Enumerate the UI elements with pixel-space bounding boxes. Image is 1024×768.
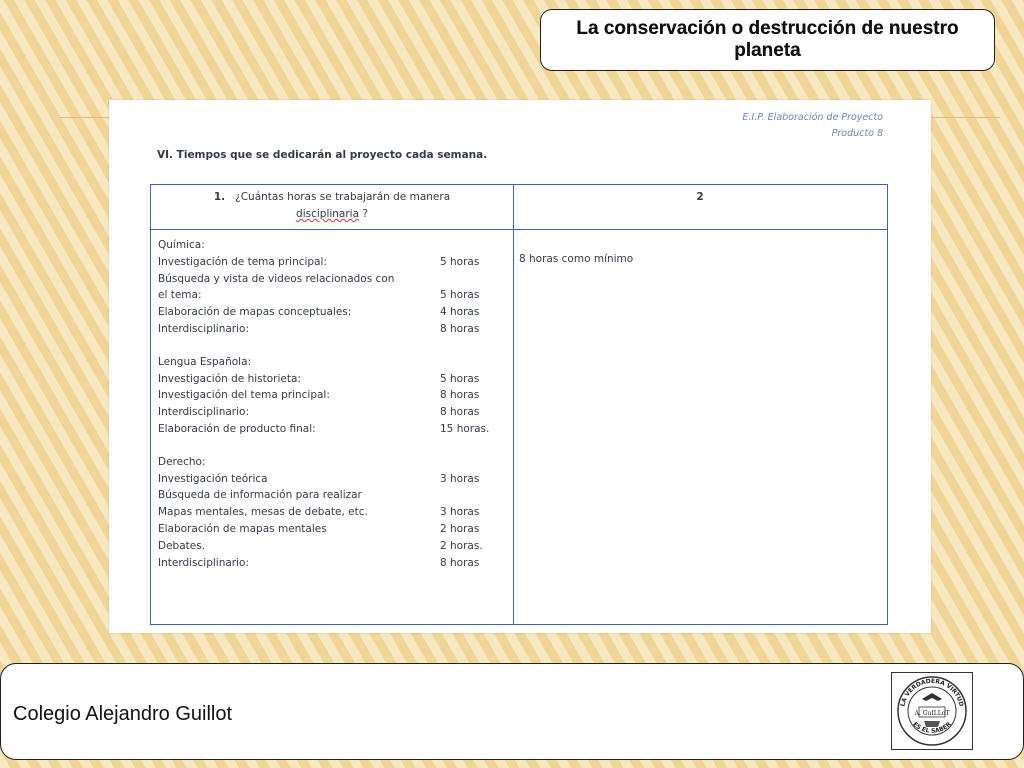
table-row — [158, 538, 508, 555]
logo-text-top: LA VERDADERA VIRTUD — [899, 677, 965, 708]
row-label: Investigación de tema principal: — [158, 255, 327, 268]
row-value: 3 horas — [440, 472, 480, 485]
slide-title — [540, 9, 995, 71]
row-label: Debates. — [158, 539, 206, 552]
row-value: 8 horas — [440, 406, 480, 419]
table-row — [158, 404, 508, 421]
logo-text-center: A. GuILLoT — [914, 710, 950, 717]
table-header-column-2: 2 — [696, 191, 704, 203]
row-label: Interdisciplinario: — [158, 322, 249, 335]
row-value: 8 horas — [440, 556, 480, 569]
row-value — [440, 354, 508, 371]
row-value: 5 horas — [440, 255, 480, 268]
header-line-2: Producto 8 — [831, 128, 883, 139]
row-value — [440, 487, 508, 504]
row-label: Investigación de historieta: — [158, 372, 301, 385]
table-row — [158, 421, 508, 438]
row-label: Elaboración de mapas mentales — [158, 522, 327, 535]
row-label: Elaboración de mapas conceptuales: — [158, 306, 352, 319]
row-value: 2 horas. — [440, 539, 483, 552]
row-label: el tema: — [158, 289, 202, 302]
table-row — [158, 371, 508, 388]
row-label: Búsqueda y vista de videos relacionados con — [158, 272, 395, 285]
row-label: Investigación teórica — [158, 472, 268, 485]
subjects-hours-list — [158, 237, 508, 571]
row-value: 5 horas — [440, 289, 480, 302]
table-row — [158, 387, 508, 404]
row-value: 15 horas. — [440, 422, 490, 435]
question-text: ¿Cuántas horas se trabajarán de manera — [235, 191, 451, 203]
row-value: 8 horas — [440, 322, 480, 335]
table-row — [158, 471, 508, 488]
hours-table — [150, 184, 888, 625]
row-label: Interdisciplinario: — [158, 556, 249, 569]
row-value: 3 horas — [440, 506, 480, 519]
row-value — [440, 237, 508, 254]
document-image — [109, 100, 931, 633]
row-label: Investigación del tema principal: — [158, 389, 330, 402]
row-label: Mapas mentales, mesas de debate, etc. — [158, 506, 368, 519]
row-value: 2 horas — [440, 522, 480, 535]
row-value: 5 horas — [440, 372, 480, 385]
table-row — [158, 321, 508, 338]
table-row — [158, 287, 508, 304]
table-divider-horizontal — [151, 229, 887, 230]
document-header — [742, 110, 883, 142]
row-label: Lengua Española: — [158, 355, 252, 368]
row-value: 8 horas — [440, 389, 480, 402]
row-label: Interdisciplinario: — [158, 406, 249, 419]
question-text-2: disciplinaria — [296, 208, 360, 220]
question-mark: ? — [362, 208, 368, 220]
row-label: Química: — [158, 239, 205, 251]
school-seal-icon — [892, 673, 972, 749]
table-divider-vertical — [513, 185, 514, 624]
row-value — [440, 454, 508, 471]
logo-text-bottom: ES EL SABER — [911, 720, 953, 735]
row-label: Elaboración de producto final: — [158, 422, 316, 435]
table-row — [158, 504, 508, 521]
question-number: 1. — [213, 191, 226, 203]
school-logo — [891, 672, 973, 750]
row-label: Búsqueda de información para realizar — [158, 489, 362, 502]
table-header-question — [151, 189, 513, 223]
row-value — [440, 271, 508, 288]
slide-title-text: La conservación o destrucción de nuestro planeta — [576, 18, 959, 61]
row-value: 4 horas — [440, 306, 480, 319]
section-title: VI. Tiempos que se dedicarán al proyecto cada semana. — [157, 149, 488, 161]
table-row — [158, 487, 508, 504]
table-row — [158, 254, 508, 271]
right-cell-text: 8 horas como mínimo — [519, 253, 634, 265]
table-row — [158, 521, 508, 538]
table-row — [158, 237, 508, 254]
table-row — [158, 454, 508, 471]
header-line-1: E.I.P. Elaboración de Proyecto — [742, 112, 883, 123]
table-row — [158, 304, 508, 321]
table-row — [158, 271, 508, 288]
row-label: Derecho: — [158, 455, 206, 468]
table-row — [158, 555, 508, 572]
school-name: Colegio Alejandro Guillot — [13, 703, 233, 725]
table-row — [158, 354, 508, 371]
footer-bar — [0, 663, 1024, 760]
